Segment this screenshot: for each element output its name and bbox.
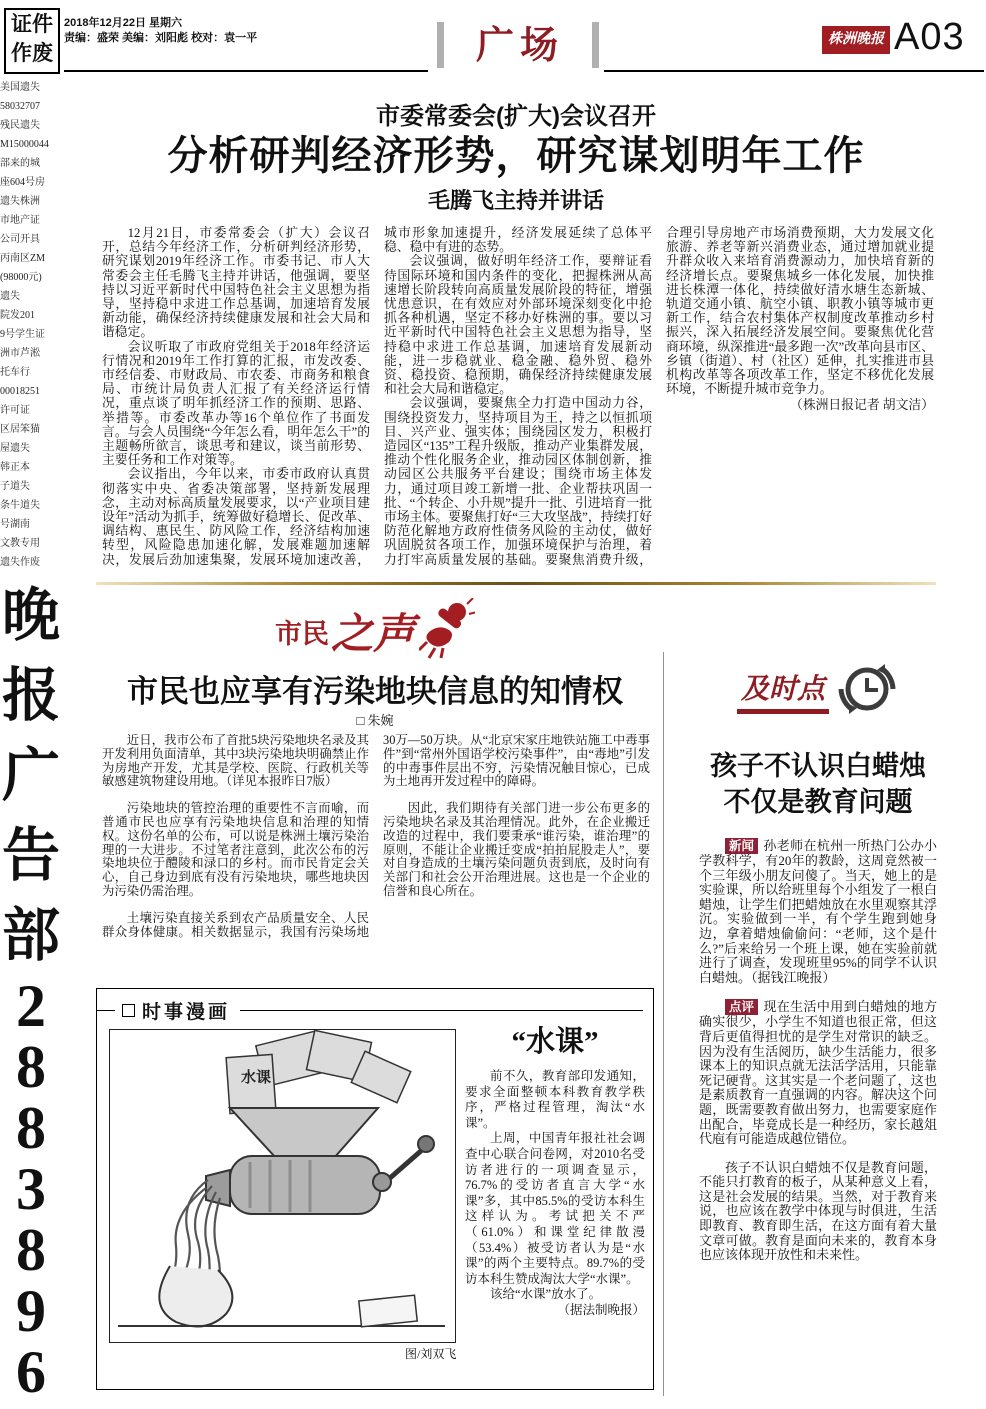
cartoon-text (465, 1069, 645, 1319)
sidebar-ad-line: 丙南区ZM (0, 253, 45, 264)
cartoon-paragraph: 前不久，教育部印发通知，要求全面整顿本科教育教学秩序，严格过程管理，淘汰“水课”。 (465, 1069, 645, 1130)
sidebar-ad-line: 遗失 (0, 291, 20, 302)
voice-paragraphs (102, 734, 650, 948)
timely-headline (700, 748, 936, 820)
lead-subhead: 毛腾飞主持并讲话 (427, 188, 604, 213)
voice-logo-part2: 之声 (330, 612, 415, 658)
microphone-icon (419, 598, 475, 665)
lead-paragraph: 会议指出，今年以来，市委市政府认真贯彻落实中央、省委决策部署，坚持新发展理念，主动对标高质量发展要求，以“产业项目建设年”活动为抓手，统筹做好稳增长、促改革、调结构、惠民生、防风险工作，经济结构加速转型，风险隐患加速化解，发展难题加速解决，发展后劲加速集聚，发展环境加速改善，城市形象加速提升，经济发展延续了总体平稳、稳中有进的态势。 (102, 226, 652, 567)
cartoon-header-line2 (240, 1010, 643, 1011)
voice-paragraph: 近日，我市公布了首批5块污染地块名录及其开发利用负面清单，其中3块污染地块明确禁止作为房地产开发，尤其是学校、医院、行政机关等敏感建筑物建设用地。（详见本报昨日7版） (102, 734, 369, 789)
sidebar-phone-digit: 9 (16, 1278, 46, 1344)
voice-headline: 市民也应享有污染地块信息的知情权 (127, 674, 623, 709)
header-rule-right (604, 70, 984, 72)
sidebar-ad-line: 院发201 (0, 310, 35, 321)
voice-byline: □ 朱婉 (356, 713, 394, 728)
sidebar-ad-line: 遗失作废 (0, 557, 40, 568)
timely-closing-paragraph: 孩子不认识白蜡烛不仅是教育问题，不能只打教育的板子，从某种意义上看，这是社会发展的结果。当然，对于教育来说，也应该在教学中体现与时俱进，生活即教育、教育即生活，在这方面有着大量文章可做。教育是面向未来的，教育本身也应该体现开放性和未来性。 (699, 1159, 937, 1263)
lead-body (102, 226, 934, 568)
sidebar-ad-line: (98000元) (0, 272, 42, 283)
sidebar-ad-line: 许可证 (0, 405, 30, 416)
lead-headline: 分析研判经济形势，研究谋划明年工作 (167, 134, 865, 178)
voice-logo (100, 592, 650, 670)
timely-headline-line2: 不仅是教育问题 (723, 787, 913, 817)
cartoon-illustration (109, 1029, 456, 1343)
sidebar-ad-line: 号湖南 (0, 519, 30, 530)
sidebar-ad-line: 遗失株洲 (0, 196, 40, 207)
sidebar-ad-line: 00018251 (0, 386, 40, 397)
lead-paragraph: 会议强调，做好明年经济工作，要辩证看待国际环境和国内条件的变化，把握株洲从高速增长阶段转向高质量发展阶段的特征，增强忧患意识，在有效应对外部环境深刻变化中抢抓各种机遇，坚定不移办好株洲的事。要以习近平新时代中国特色社会主义思想为指导，坚持稳中求进工作总基调，加速培育发展新动能，进一步稳就业、稳金融、稳外贸、稳外资、稳投资、稳预期，确保经济持续健康发展和社会大局和谐稳定。 (384, 254, 652, 397)
notice-title-line2: 作废 (11, 41, 53, 65)
sidebar-ad-list (0, 78, 58, 574)
cartoon-paragraph: 该给“水课”放水了。 (490, 1287, 602, 1302)
sidebar-ad-line: 韩正本 (0, 462, 30, 473)
timely-comment-paragraph (699, 999, 937, 1146)
voice-paragraph: 污染地块的管控治理的重要性不言而喻，而普通市民也应享有污染地块信息和治理的知情权。这份名单的公布，可以说是株洲土壤污染治理的一大进步。不过笔者注意到，此次公布的污染地块位于醴陵和渌口的乡村。而市民肯定会关心，自己身边到底有没有污染地块，哪些地块因为污染仍需治理。 (102, 801, 369, 898)
sidebar-ad-line: 洲市芦淞 (0, 348, 40, 359)
sidebar-phone-digit: 8 (16, 1095, 46, 1161)
section-divider (96, 582, 936, 585)
sidebar-ad-line: 文教专用 (0, 538, 40, 549)
date-line: 2018年12月22日 星期六 (64, 17, 182, 29)
sidebar-ad-line: 屋遗失 (0, 443, 30, 454)
cartoon-credit: （据法制晚报） (557, 1302, 645, 1317)
news-tag: 新闻 (725, 838, 758, 854)
svg-text:水课: 水课 (241, 1070, 272, 1086)
lead-paragraph: 会议强调，要聚焦全力打造中国动力谷，围绕投资发力，坚持项目为王，持之以恒抓项目、兴产业、强实体；围绕园区发力，积极打造园区“135”工程升级版，推动产业集群发展，推动个性化服务企业，推动园区体制创新，推动园区公共服务平台建设；围绕市场主体发力，通过项目竣工新增一批、企业帮扶巩固一批、“个转企、小升规”提升一批、引进培育一批市场主体。要聚焦打好“三大攻坚战”，持续打好防范化解地方政府性债务风险的主动仗，做好巩固脱贫各项工作，加强环境保护与治理，着力打牢高质量发展的基础。要聚焦消费升级，合理引导房地产市场消费预期，大力发展文化旅游、养老等新兴消费业态，通过增加就业提升群众收入来培育消费源动力，加快培育新的经济增长点。要聚焦城乡一体化发展，加快推进长株潭一体化，持续做好清水塘生态新城、轨道交通小镇、航空小镇、职教小镇等城市更新工作，结合农村集体产权制度改革推动乡村振兴，深入拓展经济发展空间。要聚焦优化营商环境，纵深推进“最多跑一次”改革向县市区、乡镇（街道）、村（社区）延伸，扎实推进市县机构改革等各项改革工作，坚定不移优化发展环境，不断提升城市竞争力。 (384, 226, 934, 567)
cartoon-paragraph: 上周，中国青年报社社会调查中心联合问卷网，对2010名受访者进行的一项调查显示，76.7%的受访者直言大学“水课”多，其中85.5%的受访本科生这样认为。考试把关不严（61.0%）和课堂纪律散漫（53.4%）被受访者认为是“水课”的两个主要特点。89.7%的受访本科生赞成淘汰大学“水课”。 (465, 1131, 645, 1286)
header-rule-left (64, 70, 428, 72)
cartoon-caption: 图/刘双飞 (405, 1347, 457, 1361)
header-bar-left (437, 22, 444, 68)
sidebar-phone-digit: 3 (16, 1156, 46, 1222)
sidebar-ad-line: 条牛道失 (0, 500, 40, 511)
timely-headline-line1: 孩子不认识白蜡烛 (710, 751, 926, 781)
sidebar-ad-line: 座604号房 (0, 177, 45, 188)
cartoon-box (96, 988, 654, 1390)
sidebar-ad-line: M15000044 (0, 139, 49, 150)
square-bullet-icon (122, 1004, 135, 1017)
sidebar-ad-line: 残民遗失 (0, 120, 40, 131)
timely-news-paragraph (699, 838, 937, 985)
lead-kicker: 市委常委会(扩大)会议召开 (376, 103, 656, 130)
comment-tag: 点评 (725, 999, 758, 1015)
sidebar-phone-digit: 8 (16, 1217, 46, 1283)
lead-paragraphs (102, 226, 934, 568)
column-rule (663, 652, 664, 1396)
cartoon-box-label: 时事漫画 (142, 1002, 231, 1023)
sidebar-phone-digit: 8 (16, 1034, 46, 1100)
header-date-block (64, 16, 257, 46)
comment-text: 现在生活中用到白蜡烛的地方确实很少，小学生不知道也很正常，但这背后更值得担忧的是学生对常识的缺乏。因为没有生活阅历，缺少生活能力，很多课本上的知识点就无法活学活用，只能靠死记硬背。这其实是一个老问题了，这也是素质教育一直强调的内容。解决这个问题，既需要教育做出努力，也需要家庭作出配合，毕竟成长是一种经历，家长越俎代庖有可能造成越位错位。 (699, 999, 937, 1147)
timely-logo-text: 及时点 (737, 667, 829, 714)
sidebar-phone-digits (0, 973, 62, 1405)
sidebar-ad-line: 9号学生证 (0, 329, 45, 340)
voice-body (102, 734, 650, 948)
cartoon-paragraphs (465, 1069, 645, 1303)
lead-byline: （株洲日报记者 胡文洁） (790, 398, 934, 413)
sidebar-vertical-char: 部 (1, 903, 60, 968)
clock-icon (835, 656, 899, 725)
masthead-logo: 株洲晚报 (822, 26, 890, 54)
lead-paragraph: 会议听取了市政府党组关于2018年经济运行情况和2019年工作打算的汇报，市发改委、市经信委、市财政局、市农委、市商务和粮食局、市统计局负责人汇报了有关经济运行情况，重点谈了明年抓经济工作的预期、思路、举措等。市委改革办等16个单位作了书面发言。与会人员围绕“今年怎么看，明年怎么干”的主题畅所欲言，谈思考和建议，谈当前形势、主要任务和工作对策等。 (102, 339, 370, 468)
cartoon-title: “水课” (511, 1026, 599, 1058)
sidebar-ad-line: 子道失 (0, 481, 30, 492)
lead-paragraph: 12月21日，市委常委会（扩大）会议召开，总结今年经济工作，分析研判经济形势，研究谋划2019年经济工作。市委书记、市人大常委会主任毛腾飞主持并讲话，他强调，要坚持以习近平新时代中国特色社会主义思想为指导，坚持稳中求进工作总基调，加速培育发展新动能，确保经济持续健康发展和社会大局和谐稳定。 (102, 226, 370, 340)
sidebar-vertical-char: 告 (1, 823, 60, 888)
timely-logo (700, 656, 936, 725)
editors-line: 责编：盛荣 美编：刘阳彪 校对：袁一平 (64, 32, 258, 44)
sidebar-ad-line: 市地产证 (0, 215, 40, 226)
sidebar-vertical-label (0, 576, 62, 976)
news-text: 孙老师在杭州一所热门公办小学教科学，有20年的教龄，这周竟然被一个三年级小朋友问傻了。当天，她上的是实验课，所以给班里每个小组发了一根白蜡烛，让学生们把蜡烛放在水里观察其浮沉。实验做到一半，有个学生跑到她身边，拿着蜡烛偷偷问：“老师，这个是什么?”后来给另一个班上课，她在实验前就进行了调查，发现班里95%的同学不认识白蜡烛。（据钱江晚报） (699, 838, 937, 985)
sidebar-ad-line: 部来的城 (0, 158, 40, 169)
voice-paragraph: 土壤污染直接关系到农产品质量安全、人民群众身体健康。相关数据显示，我国有污染场地30万—50万块。从“北京宋家庄地铁站施工中毒事件”到“常州外国语学校污染事件”，由“毒地”引发的中毒事件层出不穷，污染情况触目惊心，已成为土地再开发过程中的障碍。 (102, 734, 650, 939)
header-bar-right (592, 22, 599, 68)
section-title: 广场 (475, 25, 564, 67)
page-number: A03 (894, 16, 965, 58)
sidebar-vertical-char: 报 (1, 663, 60, 728)
voice-paragraph: 因此，我们期待有关部门进一步公布更多的污染地块名录及其治理情况。此外，在企业搬迁改造的过程中，我们要秉承“谁污染，谁治理”的原则，不能让企业搬迁变成“拍拍屁股走人”，要对自身造成的土壤污染问题负责到底，及时向有关部门和社会公开治理进展。这也是一个企业的信誉和良心所在。 (383, 801, 650, 898)
sidebar-ad-line: 区居笨猫 (0, 424, 40, 435)
notice-title-line1: 证件 (11, 12, 53, 36)
sidebar-ad-line: 公司开具 (0, 234, 40, 245)
cartoon-header-line (97, 1010, 115, 1011)
sidebar-phone-digit: 2 (16, 973, 46, 1039)
sidebar-phone-digit: 6 (16, 1339, 46, 1405)
sidebar-notice-box (4, 8, 60, 74)
sidebar-vertical-char: 晚 (1, 583, 60, 648)
voice-logo-part1: 市民 (274, 618, 329, 649)
sidebar-ad-line: 美国遗失 (0, 82, 40, 93)
timely-body (699, 838, 937, 1277)
sidebar-ad-line: 托车行 (0, 367, 30, 378)
sidebar-ad-line: 58032707 (0, 101, 40, 112)
sidebar-vertical-char: 广 (1, 743, 60, 808)
